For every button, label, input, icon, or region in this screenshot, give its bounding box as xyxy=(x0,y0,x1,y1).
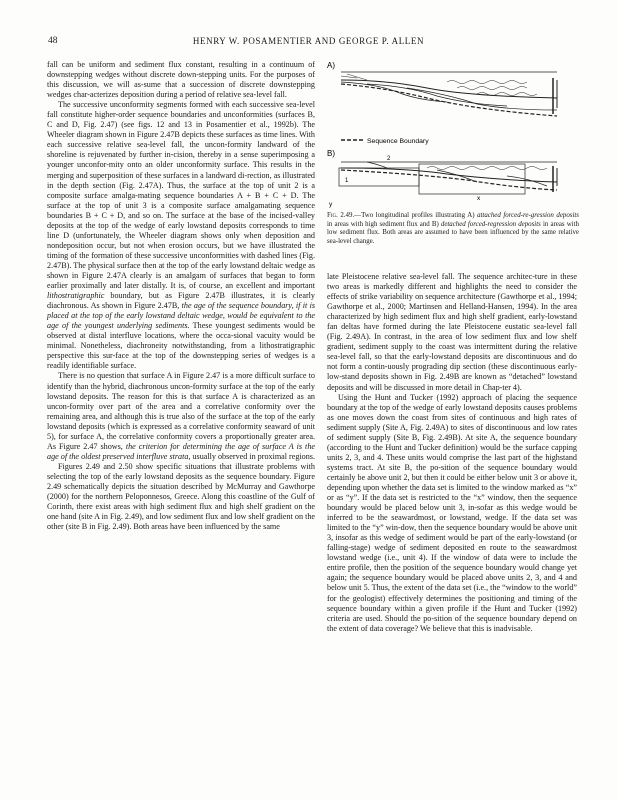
text-run: boundary, but as Figure 2.47B illustrates, it is clearly diachronous. As shown in Figure 2.47B, xyxy=(47,291,315,311)
italic-run: the criterion for determining the age of surface A is the age of the oldest preserved interfluve strata, xyxy=(47,441,315,461)
window-x-label: x xyxy=(477,195,481,202)
figure-diagram xyxy=(327,58,579,208)
paragraph xyxy=(47,100,315,371)
panel-b-profile xyxy=(339,162,557,194)
text-run: There is no question that surface A in Figure 2.47 is a more difficult surface to identify than the hybrid, diachronous uncon-formity surface at the top of the early lowstand deposits. The reason for this is that surface A is characterized as an uncon-formity over part of the area and a correlative conformity over the remaining area, and although this is true also of the surface at the top of the early lowstand deposits (which is expressed as a correlative conformity seaward of unit 5), for surface A, the correlative conformity covers a proportionally greater area. As Figure 2.47 shows, xyxy=(47,371,315,451)
caption-paragraph xyxy=(327,212,579,246)
caption-text: —Two longitudinal profiles illustrating A) xyxy=(354,212,478,219)
panel-b-label: B) xyxy=(327,149,335,158)
page-number: 48 xyxy=(48,36,58,46)
text-run: These youngest sediments would be observed at distal interfluve locations, where the occa-sional vacuity would be minimal. Nonetheless, diachroneity notwithstanding, from a lithostratigraphic perspective this sur-face at the top of the downstepping series of wedges is a readily identifiable surface. xyxy=(47,321,315,371)
italic-run: lithostratigraphic xyxy=(47,291,105,301)
panel-a-label: A) xyxy=(327,61,335,70)
window-y-label: y xyxy=(329,201,333,208)
unit-1-label: 1 xyxy=(345,178,349,184)
paragraph: fall can be uniform and sediment flux constant, resulting in a continuum of downstepping wedges without discrete down-stepping units. For the purposes of this discussion, we will as-sume that a succession of discrete downstepping wedges char-acterizes deposition during a period of relative sea-level fall. xyxy=(47,60,315,100)
caption-italic: attached forced-re-gression deposits xyxy=(477,212,579,219)
figure-2-49 xyxy=(327,58,579,208)
left-column xyxy=(47,60,315,532)
right-column xyxy=(327,272,577,634)
running-head: HENRY W. POSAMENTIER AND GEORGE P. ALLEN xyxy=(192,36,425,46)
text-run: The successive unconformity segments formed with each successive sea-level fall constitute higher-order sequence boundaries and unconformities (surfaces B, C and D, Fig. 2.47) (see figs. 12 and 13 in Posamentier et al., 1992b). The Wheeler diagram shown in Figure 2.47B depicts these surfaces as time lines. With each successive relative sea-level fall, the uncon-formity landward of the shoreline is rejuvenated by further in-cision, thereby in a sense superimposing a younger unconfor-mity onto an older unconformity surface. This results in the merging and superposition of these surfaces in a landward di-rection, as illustrated in the depth section (Fig. 2.47A). Thus, the surface at the top of unit 2 is a composite surface amalga-mating sequence boundaries A + B + C + D. The surface at the top of unit 3 is a composite surface amalgamating sequence boundaries B + C + D, and so on. The surface at the base of the incised-valley deposits at the top of the wedge of early lowstand deposits corresponds to time line D (unfortunately, the Wheeler diagram shows only when deposition and nondeposition occur, but not when erosion occurs, but we have illustrated the timing of the formation of these successive unconformities with dashed lines (Fig. 2.47B). The physical surface then at the top of the early lowstand deltaic wedge as shown in Figure 2.47A clearly is an amalgam of surfaces that began to form earlier proximally and later distally. It is, of course, an excellent and important xyxy=(47,100,315,291)
paragraph xyxy=(47,371,315,461)
caption-lead: Fig. 2.49. xyxy=(327,212,355,219)
figure-caption xyxy=(327,212,579,246)
caption-italic: detached forced-regression deposits xyxy=(440,220,541,228)
panel-a-profile xyxy=(341,72,557,116)
sequence-boundary-legend-label: Sequence Boundary xyxy=(367,138,429,145)
text-run: usually observed in proximal regions. xyxy=(190,451,315,461)
paragraph: Using the Hunt and Tucker (1992) approach of placing the sequence boundary at the top of the wedge of early lowstand deposits causes problems as one moves down the coast from sites of continuous and high rates of sediment supply (Site A, Fig. 2.49A) to sites of discontinuous and low rates of sediment supply (Site B, Fig. 2.49B). At site A, the sequence boundary (according to the Hunt and Tucker definition) would be the surface capping units 2, 3, and 4. These units would comprise the last part of the highstand systems tract. At site B, the po-sition of the sequence boundary would certainly be above unit 2, but then it could be either below unit 3 or above it, depending upon whether the data set is limited to the window marked as “x” or as “y”. If the data set is restricted to the “x” window, then the sequence boundary would be placed below unit 3, in-sofar as this wedge would be inferred to be the seawardmost, or lowstand, wedge. If the data set was limited to the “y” win-dow, then the sequence boundary would be above unit 3, insofar as this wedge of sediment would be part of the early-lowstand (or falling-stage) wedge of sediment deposited en route to the seawardmost lowstand wedge (i.e., unit 4). If the window of data were to include the entire profile, then the position of the sequence boundary would change yet again; the sequence boundary would be placed above units 2, 3, and 4 and below unit 5. Thus, the extent of the data set (i.e., the “window to the world” for the geologist) effectively determines the positioning and timing of the sequence boundary within a given profile if the Hunt and Tucker (1992) criteria are used. Should the po-sition of the sequence boundary depend on the extent of data coverage? We believe that this is inadvisable. xyxy=(327,392,577,633)
unit-2-label: 2 xyxy=(387,156,391,162)
italic-run: the age of the sequence boundary, if it is placed at the top of the early lowstand deltaic wedge, would be equivalent to the age of the youngest underlying sediments. xyxy=(47,301,316,331)
caption-text: in areas with low sediment flux. Both areas are assumed to have been influenced by the same relative sea-level change. xyxy=(327,220,579,245)
paragraph: late Pleistocene relative sea-level fall. The sequence architec-ture in these two areas is markedly different and highlights the need to consider the effects of strike variability on sequence architecture (Gawthorpe et al., 1994; Gawthorpe et al., 2000; Martinsen and Helland-Hansen, 1994). In the area characterized by high sediment flux and high shelf gradient, early-lowstand fan deltas have formed during the late Pleistocene eustatic sea-level fall (Fig. 2.49A). In contrast, in the area of low sediment flux and low shelf gradient, sediment supply to the coast was intermittent during the relative sea-level fall, so that the early-lowstand deposits are discontinuous and do not form a contin-uously prograding dip section (these discontinuous early-low-stand deposits shown in Fig. 2.49B are known as “detached” lowstand deposits and will be discussed in more detail in Chap-ter 4). xyxy=(327,272,577,392)
paragraph: Figures 2.49 and 2.50 show specific situations that illustrate problems with selecting the top of the early lowstand deposits as the sequence boundary. Figure 2.49 schematically depicts the situation described by McMurray and Gawthorpe (2000) for the northern Peloponnesos, Greece. Along this coastline of the Gulf of Corinth, there exist areas with high sediment flux and high shelf gradient on the one hand (site A in Fig. 2.49), and low sediment flux and low shelf gradient on the other (site B in Fig. 2.49). Both areas have been influenced by the same xyxy=(47,461,315,532)
window-y xyxy=(419,164,525,194)
caption-text: in areas with high sediment flux and B) xyxy=(327,220,441,228)
